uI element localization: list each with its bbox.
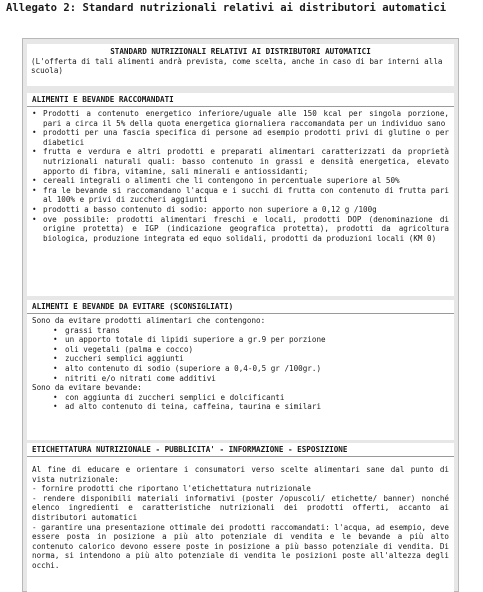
list-item: • zuccheri semplici aggiunti — [53, 354, 184, 364]
list-item: • grassi trans — [53, 325, 120, 335]
intro-heading: STANDARD NUTRIZIONALI RELATIVI AI DISTRIBUTORI AUTOMATICI — [110, 47, 371, 56]
bullet-icon: • — [32, 176, 37, 186]
labeling-body — [27, 459, 454, 571]
list-item: • frutta e verdura e altri prodotti e preparati alimentari caratterizzati da proprietà nutrizionali naturali quali: basso contenuto in grassi e densità energetica, elevato apporto di fibra, vitamine, sali minerali e antiossidanti; — [32, 147, 449, 176]
labeling-paragraph: - garantire una presentazione ottimale dei prodotti raccomandati: l'acqua, ad esempio, deve essere posta in posizione a più alto potenziale di vendita e le bevande a più alto contenuto calorico devono essere poste in posizione a più basso potenziale di vendita. Di norma, si intendono a più alto potenziale di vendita le posizioni poste all'altezza degli occhi. — [32, 522, 449, 570]
intro-note: (L'offerta di tali alimenti andrà prevista, come scelta, anche in caso di bar interni alla scuola) — [31, 56, 443, 76]
avoid-drinks-list — [27, 393, 454, 412]
bullet-icon: • — [32, 185, 37, 195]
bullet-icon: • — [32, 214, 37, 224]
bullet-icon: • — [32, 147, 37, 157]
recommended-section — [27, 93, 454, 296]
labeling-paragraph: - fornire prodotti che riportano l'etichettatura nutrizionale — [32, 484, 311, 494]
avoid-foods-intro: Sono da evitare prodotti alimentari che contengono: — [32, 316, 266, 325]
list-item: • prodotti a basso contenuto di sodio: apporto non superiore a 0,12 g /100g — [32, 204, 377, 214]
bullet-icon: • — [53, 402, 58, 412]
bullet-icon: • — [53, 344, 58, 354]
section-divider — [27, 106, 454, 107]
list-item: • ad alto contenuto di teina, caffeina, taurina e similari — [53, 402, 322, 412]
recommended-list — [27, 109, 454, 243]
list-item: • alto contenuto di sodio (superiore a 0,4-0,5 gr /100gr.) — [53, 363, 322, 373]
labeling-section — [27, 443, 454, 592]
labeling-paragraph: - rendere disponibili materiali informativi (poster /opuscoli/ etichette/ banner) nonché elenco ingredienti e caratteristiche nutrizionali dei prodotti offerti, accanto ai distributori automatici — [32, 493, 449, 522]
bullet-icon: • — [32, 204, 37, 214]
avoid-section — [27, 300, 454, 440]
bullet-icon: • — [53, 392, 58, 402]
list-item: • Prodotti a contenuto energetico inferiore/uguale alle 150 kcal per singola porzione, pari a circa il 5% della quota energetica giornaliera raccomandata per un individuo sano — [32, 109, 449, 128]
bullet-icon: • — [53, 363, 58, 373]
list-item: • fra le bevande si raccomandano l'acqua e i succhi di frutta con contenuto di frutta pari al 100% e privi di zuccheri aggiunti — [32, 185, 449, 205]
avoid-foods-list — [27, 326, 454, 384]
bullet-icon: • — [53, 325, 58, 335]
avoid-drinks-intro: Sono da evitare bevande: — [32, 383, 142, 393]
section-divider — [27, 456, 454, 457]
list-item: • ove possibile: prodotti alimentari freschi e locali, prodotti DOP (denominazione di origine protetta) e IGP (indicazione geografica protetta), prodotti da agricoltura biologica, produzione integrata ed equo solidali, prodotti da produzioni locali (KM 0) — [32, 214, 449, 243]
bullet-icon: • — [53, 373, 58, 383]
list-item: • prodotti per una fascia specifica di persone ad esempio prodotti privi di glutine o per diabetici — [32, 128, 449, 147]
section-divider — [27, 313, 454, 314]
list-item: • un apporto totale di lipidi superiore a gr.9 per porzione — [53, 335, 326, 345]
list-item: • con aggiunta di zuccheri semplici e dolcificanti — [53, 392, 285, 402]
labeling-heading: ETICHETTATURA NUTRIZIONALE - PUBBLICITA' - INFORMAZIONE - ESPOSIZIONE — [32, 445, 348, 454]
bullet-icon: • — [32, 109, 37, 118]
list-item: • oli vegetali (palma e cocco) — [53, 344, 194, 354]
bullet-icon: • — [53, 354, 58, 364]
bullet-icon: • — [32, 128, 37, 138]
labeling-paragraph: Al fine di educare e orientare i consumatori verso scelte alimentari sane dal punto di vista nutrizionale: — [32, 465, 449, 484]
intro-box — [27, 44, 454, 86]
avoid-heading: ALIMENTI E BEVANDE DA EVITARE (SCONSIGLIATI) — [32, 302, 234, 311]
list-item: • cereali integrali o alimenti che li contengono in percentuale superiore al 50% — [32, 176, 400, 186]
bullet-icon: • — [53, 335, 58, 345]
page-title: Allegato 2: Standard nutrizionali relativi ai distributori automatici — [6, 2, 447, 14]
list-item: • nitriti e/o nitrati come additivi — [53, 373, 216, 383]
recommended-heading: ALIMENTI E BEVANDE RACCOMANDATI — [32, 95, 174, 104]
